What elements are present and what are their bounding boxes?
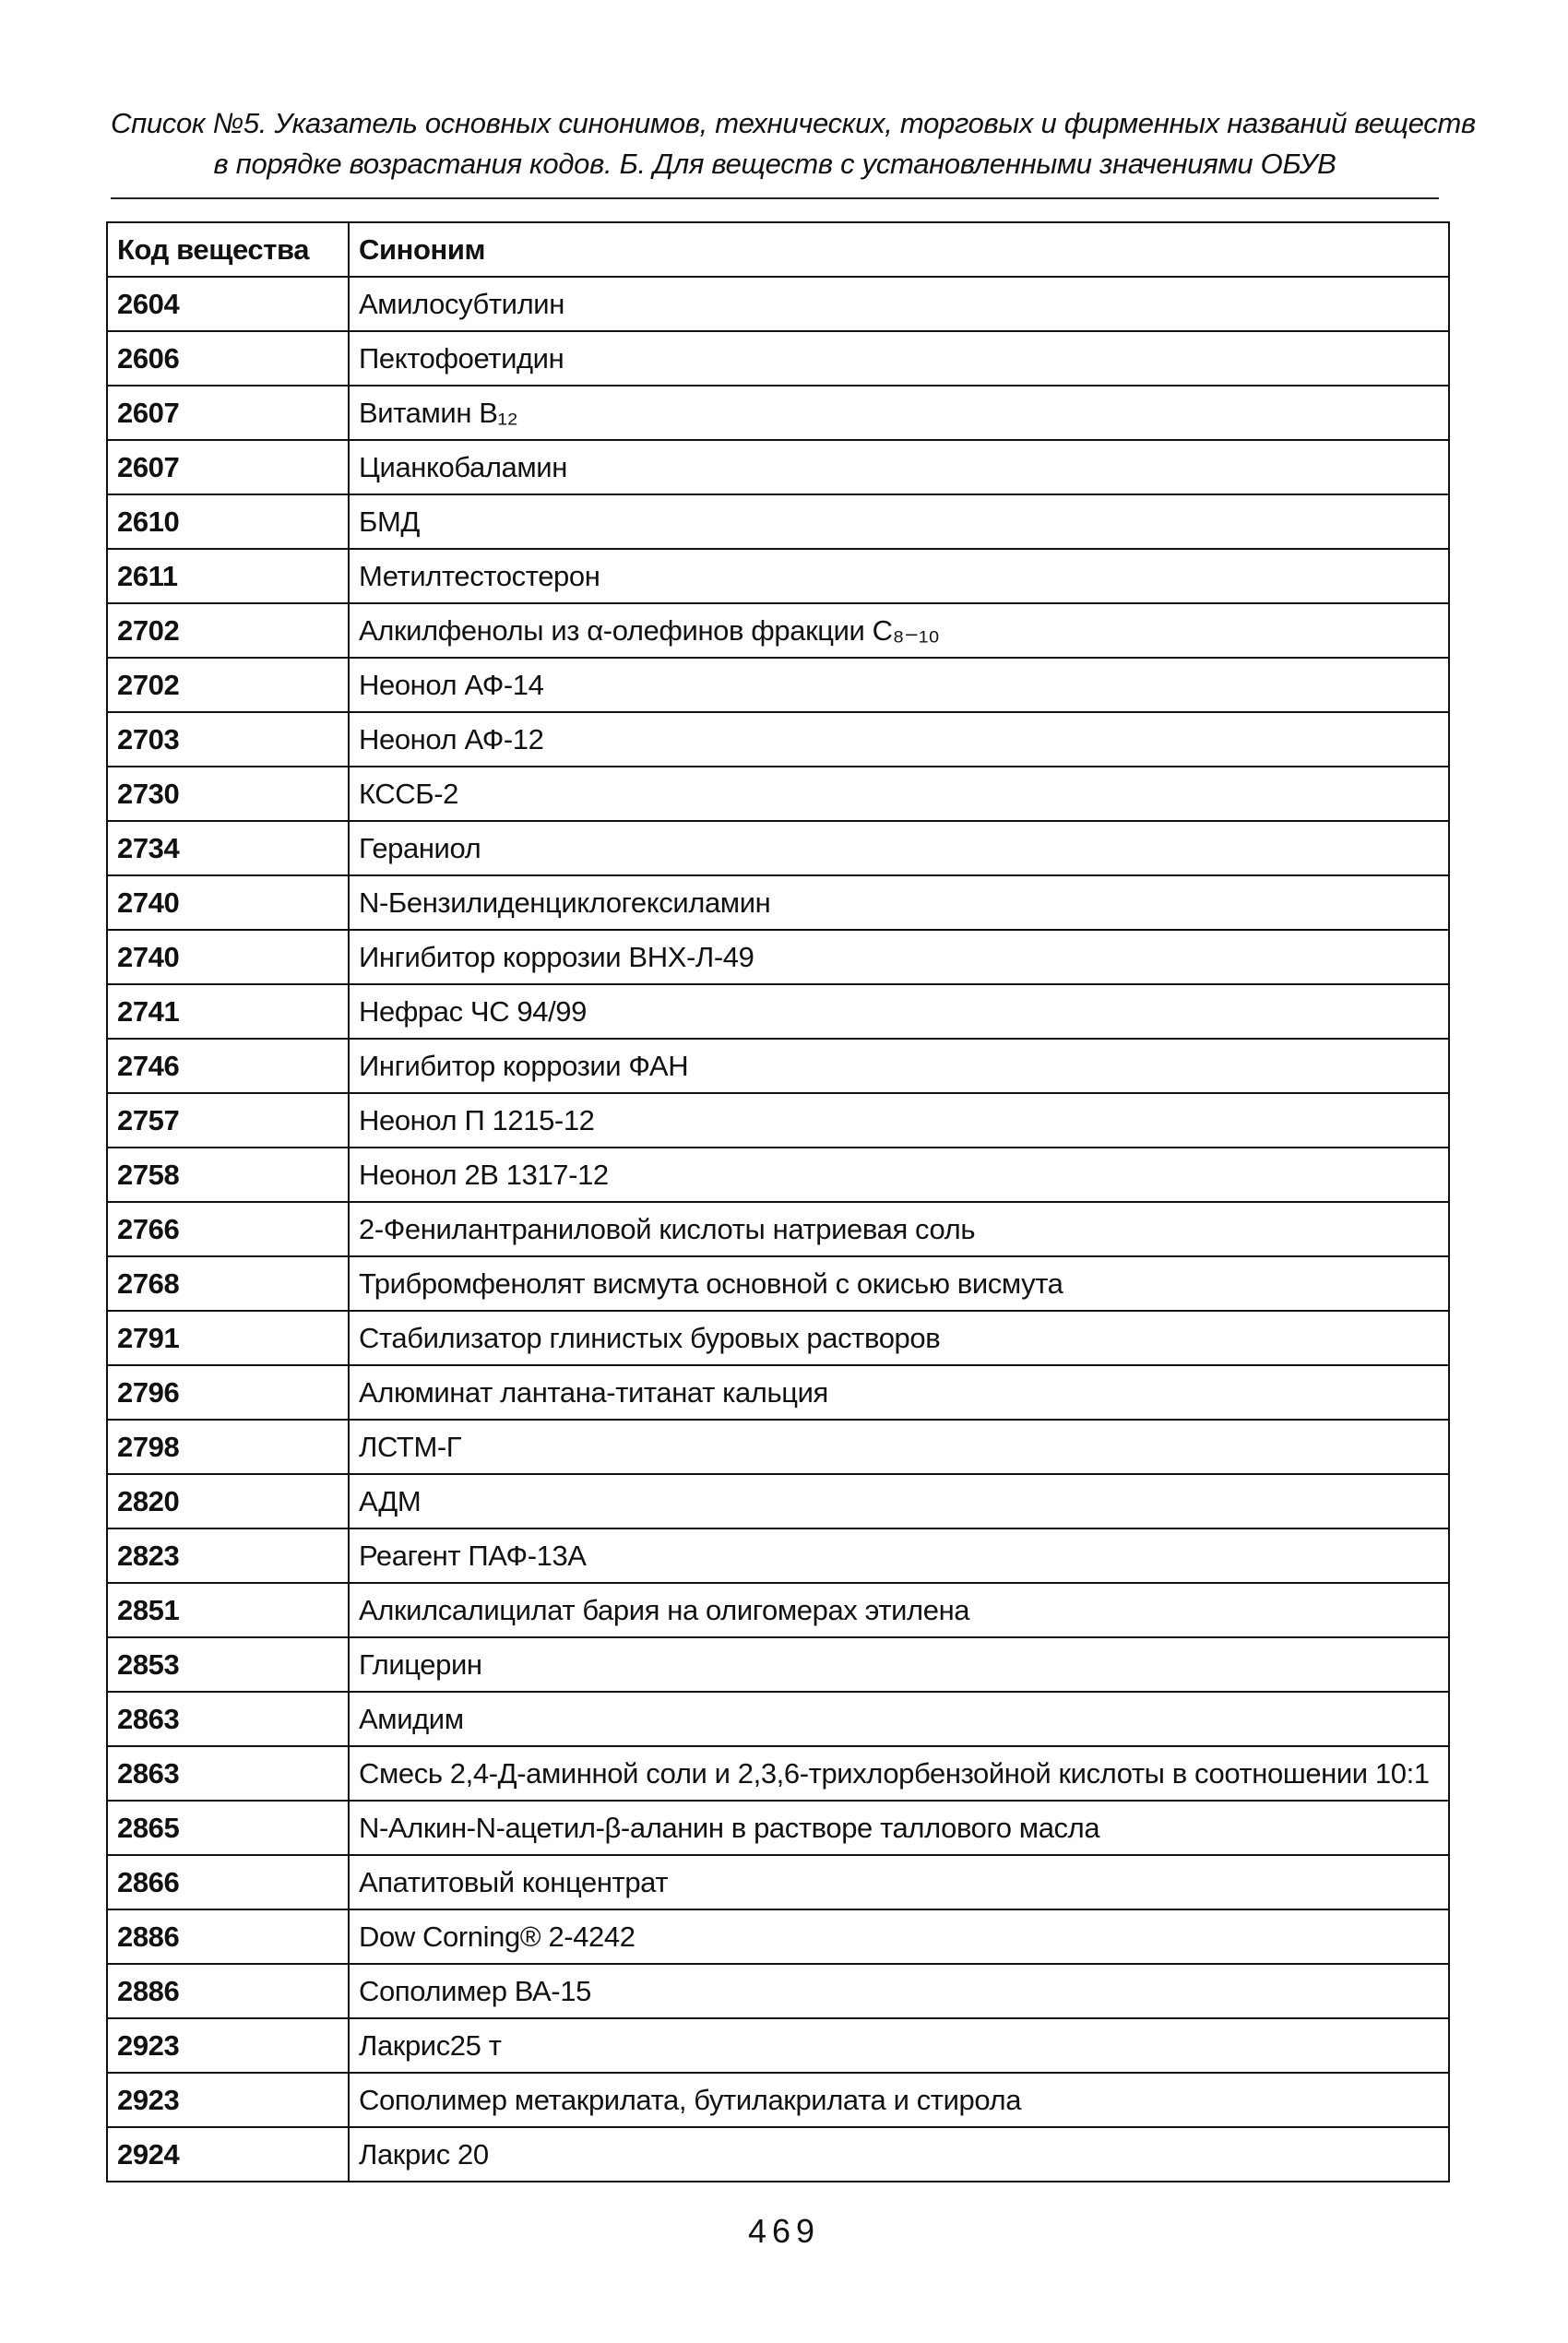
table-row [107,984,1449,1039]
table-row [107,1692,1449,1746]
table-row [107,1964,1449,2018]
substance-code-cell: 2604 [107,277,349,331]
synonym-cell: N-Алкин-N-ацетил-β-аланин в растворе таллового масла [349,1801,1449,1855]
substance-code-cell: 2923 [107,2073,349,2127]
substance-code-cell: 2823 [107,1528,349,1583]
synonym-cell: N-Бензилиденциклогексиламин [349,875,1449,930]
table-row [107,494,1449,549]
substance-code-cell: 2740 [107,930,349,984]
table-row [107,603,1449,658]
substance-code-cell: 2796 [107,1365,349,1420]
substance-code-cell: 2740 [107,875,349,930]
table-row [107,1909,1449,1964]
table-row [107,1148,1449,1202]
synonym-cell: Цианкобаламин [349,440,1449,494]
synonym-cell: Сополимер ВА-15 [349,1964,1449,2018]
table-row [107,1801,1449,1855]
table-row [107,1420,1449,1474]
synonym-cell: Лакрис 20 [349,2127,1449,2182]
synonym-cell: Ингибитор коррозии ВНХ-Л-49 [349,930,1449,984]
substance-code-cell: 2606 [107,331,349,386]
table-row [107,821,1449,875]
substance-code-cell: 2702 [107,658,349,712]
substance-code-cell: 2820 [107,1474,349,1528]
table-row [107,386,1449,440]
table-row [107,440,1449,494]
header-divider [111,197,1439,199]
substance-code-cell: 2886 [107,1909,349,1964]
table-row [107,1855,1449,1909]
table-row [107,1583,1449,1637]
substance-code-cell: 2866 [107,1855,349,1909]
table-header-row [107,222,1449,277]
substance-code-cell: 2924 [107,2127,349,2182]
substance-code-cell: 2703 [107,712,349,767]
table-row [107,1039,1449,1093]
substance-code-cell: 2798 [107,1420,349,1474]
table-body [107,277,1449,2182]
synonym-cell: Пектофоетидин [349,331,1449,386]
synonym-cell: Неонол АФ-12 [349,712,1449,767]
substance-code-cell: 2863 [107,1746,349,1801]
table-row [107,2127,1449,2182]
synonym-cell: ЛСТМ-Г [349,1420,1449,1474]
synonym-cell: 2-Фенилантраниловой кислоты натриевая соль [349,1202,1449,1256]
table-row [107,2018,1449,2073]
substance-code-cell: 2853 [107,1637,349,1692]
header-line-1: Список №5. Указатель основных синонимов, технических, торговых и фирменных названий веществ [111,107,1476,139]
column-header-synonym: Синоним [349,222,1449,277]
table-row [107,1474,1449,1528]
substance-code-cell: 2702 [107,603,349,658]
synonym-cell: Реагент ПАФ-13А [349,1528,1449,1583]
synonym-cell: Стабилизатор глинистых буровых растворов [349,1311,1449,1365]
synonym-cell: Нефрас ЧС 94/99 [349,984,1449,1039]
table-row [107,2073,1449,2127]
synonym-cell: Dow Corning® 2-4242 [349,1909,1449,1964]
synonym-cell: Алкилсалицилат бария на олигомерах этилена [349,1583,1449,1637]
synonym-cell: Неонол 2В 1317-12 [349,1148,1449,1202]
substance-code-cell: 2610 [107,494,349,549]
substance-code-cell: 2865 [107,1801,349,1855]
substance-code-cell: 2746 [107,1039,349,1093]
synonym-cell: Амидим [349,1692,1449,1746]
table-row [107,1256,1449,1311]
substance-code-cell: 2607 [107,440,349,494]
synonym-cell: Неонол П 1215-12 [349,1093,1449,1148]
synonym-cell: Неонол АФ-14 [349,658,1449,712]
synonym-cell: АДМ [349,1474,1449,1528]
synonym-cell: БМД [349,494,1449,549]
table-row [107,658,1449,712]
synonym-cell: Глицерин [349,1637,1449,1692]
header-line-2: в порядке возрастания кодов. Б. Для веществ с установленными значениями ОБУВ [213,148,1336,180]
column-header-code: Код вещества [107,222,349,277]
substance-code-cell: 2758 [107,1148,349,1202]
synonym-cell: Ингибитор коррозии ФАН [349,1039,1449,1093]
substance-code-cell: 2851 [107,1583,349,1637]
synonym-cell: Смесь 2,4-Д-аминной соли и 2,3,6-трихлорбензойной кислоты в соотношении 10:1 [349,1746,1449,1801]
substance-code-cell: 2607 [107,386,349,440]
substance-code-cell: 2863 [107,1692,349,1746]
table-row [107,875,1449,930]
table-row [107,1637,1449,1692]
synonym-cell: Витамин B₁₂ [349,386,1449,440]
table-row [107,712,1449,767]
table-row [107,930,1449,984]
synonym-cell: Алюминат лантана-титанат кальция [349,1365,1449,1420]
synonym-cell: Лакрис25 т [349,2018,1449,2073]
synonym-cell: Алкилфенолы из α-олефинов фракции С₈₋₁₀ [349,603,1449,658]
synonym-cell: Сополимер метакрилата, бутилакрилата и стирола [349,2073,1449,2127]
page-number: 469 [747,2212,821,2250]
substance-code-cell: 2791 [107,1311,349,1365]
table-row [107,767,1449,821]
substance-code-cell: 2730 [107,767,349,821]
synonyms-table [106,221,1450,2182]
substance-code-cell: 2766 [107,1202,349,1256]
table-row [107,331,1449,386]
synonym-cell: КССБ-2 [349,767,1449,821]
synonym-cell: Трибромфенолят висмута основной с окисью висмута [349,1256,1449,1311]
table-row [107,1528,1449,1583]
synonym-cell: Метилтестостерон [349,549,1449,603]
page-header [111,103,1476,184]
substance-code-cell: 2923 [107,2018,349,2073]
substance-code-cell: 2757 [107,1093,349,1148]
table-row [107,1311,1449,1365]
table-row [107,549,1449,603]
table-row [107,1093,1449,1148]
substance-code-cell: 2611 [107,549,349,603]
synonym-cell: Амилосубтилин [349,277,1449,331]
substance-code-cell: 2886 [107,1964,349,2018]
table-row [107,1365,1449,1420]
table-row [107,1202,1449,1256]
table-row [107,277,1449,331]
substance-code-cell: 2734 [107,821,349,875]
synonym-cell: Апатитовый концентрат [349,1855,1449,1909]
substance-code-cell: 2768 [107,1256,349,1311]
synonym-cell: Гераниол [349,821,1449,875]
substance-code-cell: 2741 [107,984,349,1039]
table-row [107,1746,1449,1801]
